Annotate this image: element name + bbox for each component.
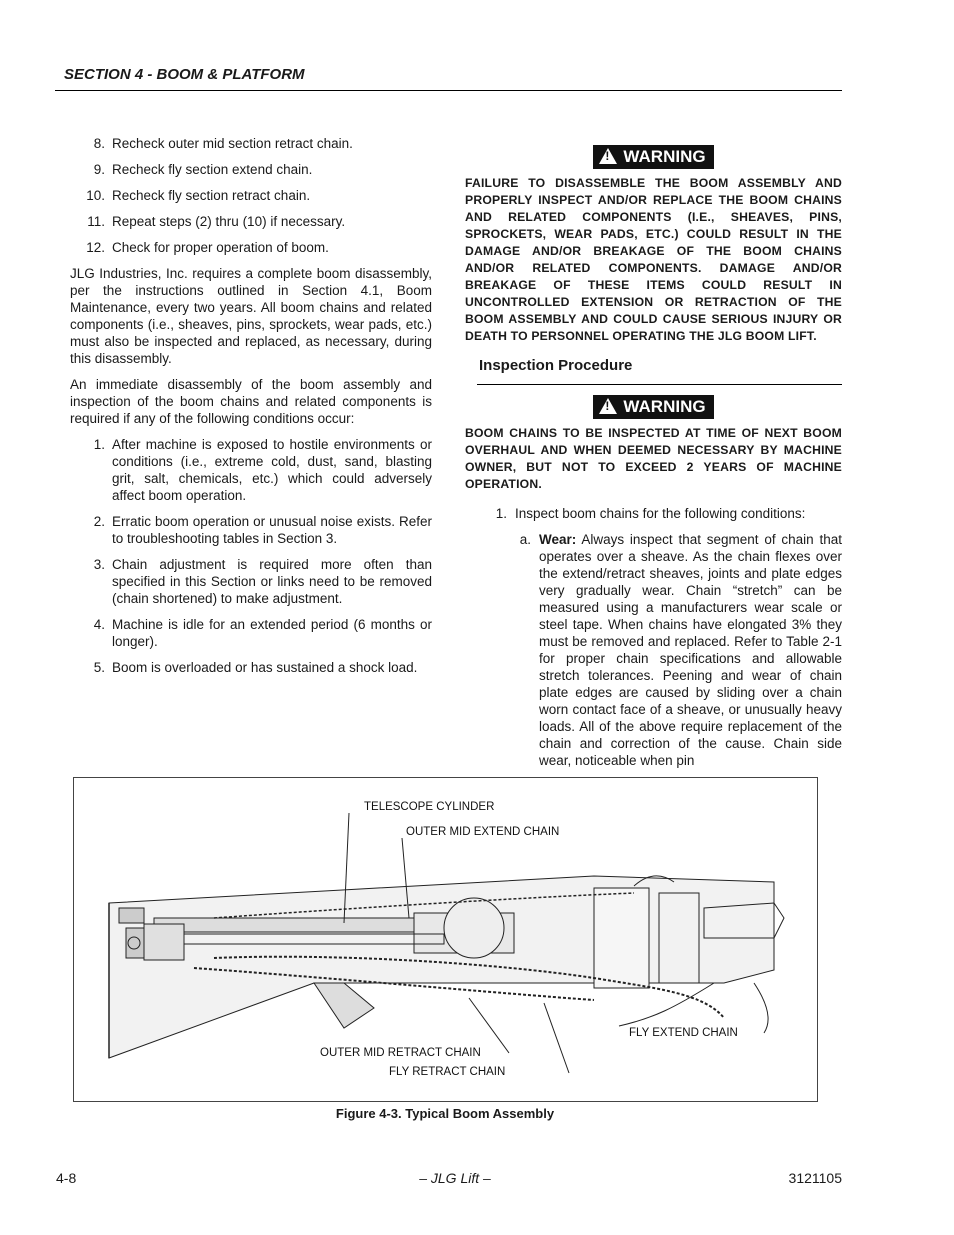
item-number: 12. xyxy=(86,240,105,255)
page-number: 4-8 xyxy=(56,1170,77,1186)
item-number: 5. xyxy=(93,660,105,675)
label-telescope-cylinder: TELESCOPE CYLINDER xyxy=(364,801,495,813)
item-text: Erratic boom operation or unusual noise exists. Refer to troubleshooting tables in Section 3. xyxy=(112,514,432,546)
left-column xyxy=(70,135,432,685)
label-outer-mid-retract-chain: OUTER MID RETRACT CHAIN xyxy=(320,1047,481,1059)
step-a-term: Wear: xyxy=(539,532,577,547)
header-rule xyxy=(55,90,842,91)
list-item xyxy=(70,556,432,607)
item-number: 10. xyxy=(86,188,105,203)
item-text: Boom is overloaded or has sustained a shock load. xyxy=(112,660,418,675)
list-item xyxy=(70,187,432,204)
item-text: Chain adjustment is required more often than specified in this Section or links need to be removed (chain shortened) to make adjustment. xyxy=(112,557,432,606)
conditions-list xyxy=(70,436,432,676)
inspection-step-a xyxy=(465,531,842,769)
warning-label: WARNING xyxy=(623,147,706,166)
list-item xyxy=(70,161,432,178)
item-number: 11. xyxy=(87,214,105,229)
item-text: Repeat steps (2) thru (10) if necessary. xyxy=(112,214,346,229)
paragraph-disassembly-requirement: JLG Industries, Inc. requires a complete boom disassembly, per the instructions outlined in Section 4.1, Boom Maintenance, every two years. All boom chains and related components (i.e., sheaves, pins, sprockets, wear pads, etc.) must also be inspected and replaced, as necessary, during this disassembly. xyxy=(70,266,432,366)
subheading-rule xyxy=(477,384,842,385)
item-number: 1. xyxy=(93,437,105,452)
item-text: Recheck fly section retract chain. xyxy=(112,188,311,203)
label-fly-extend-chain: FLY EXTEND CHAIN xyxy=(629,1027,738,1039)
step-a-body: Always inspect that segment of chain that operates over a sheave. As the chain flexes over the extend/retract sheaves, joints and plate edges very gradually wear. Chain “stretch” can be measured using a manufacturers wear scale or steel tape. When chains have elongated 3% they must be removed and replaced. Refer to Table 2-1 for proper chain specifications and allowable stretch tolerances. Peening and wear of chain plate edges are caused by sliding over a chain worn contact face of a sheave, or unusually heavy loads. All of the above require replacement of the chain and correction of the cause. Chain side wear, noticeable when pin xyxy=(539,532,842,768)
item-text: After machine is exposed to hostile environments or conditions (i.e., extreme cold, dust, sand, blasting grit, salt, chemicals, etc.) which could adversely affect boom operation. xyxy=(112,437,432,503)
warning-banner-2 xyxy=(465,395,842,419)
item-number: 9. xyxy=(93,162,105,177)
item-number: 2. xyxy=(93,514,105,529)
document-number: 3121105 xyxy=(788,1170,842,1186)
boom-assembly-figure xyxy=(73,777,818,1102)
warning-badge xyxy=(593,145,713,169)
list-item xyxy=(70,436,432,504)
list-item xyxy=(70,213,432,230)
step-text: Inspect boom chains for the following conditions: xyxy=(515,506,806,521)
warning-badge xyxy=(593,395,713,419)
list-item xyxy=(70,135,432,152)
section-title: SECTION 4 - BOOM & PLATFORM xyxy=(64,66,305,83)
right-column xyxy=(465,145,842,769)
section-subheading: Inspection Procedure xyxy=(479,357,633,374)
label-outer-mid-extend-chain: OUTER MID EXTEND CHAIN xyxy=(406,826,560,838)
warning-triangle-icon xyxy=(599,148,617,164)
item-text: Recheck fly section extend chain. xyxy=(112,162,313,177)
item-text: Check for proper operation of boom. xyxy=(112,240,329,255)
list-item xyxy=(70,616,432,650)
warning-label: WARNING xyxy=(623,397,706,416)
step-a-text xyxy=(539,531,842,769)
warning-text-2: BOOM CHAINS TO BE INSPECTED AT TIME OF NEXT BOOM OVERHAUL AND WHEN DEEMED NECESSARY BY MACHINE OWNER, BUT NOT TO EXCEED 2 YEARS OF MACHINE OPERATION. xyxy=(465,426,842,491)
warning-banner-1 xyxy=(465,145,842,169)
step-number: 1. xyxy=(495,506,507,521)
list-item xyxy=(70,659,432,676)
item-text: Recheck outer mid section retract chain. xyxy=(112,136,353,151)
figure-caption: Figure 4-3. Typical Boom Assembly xyxy=(335,1106,555,1121)
item-text: Machine is idle for an extended period (6 months or longer). xyxy=(112,617,432,649)
steps-top-list xyxy=(70,135,432,256)
step-letter: a. xyxy=(519,532,531,547)
list-item xyxy=(70,513,432,547)
inspection-step-1 xyxy=(465,505,842,522)
footer-brand: – JLG Lift – xyxy=(419,1170,491,1186)
item-number: 8. xyxy=(93,136,105,151)
warning-triangle-icon xyxy=(599,398,617,414)
warning-text-1: FAILURE TO DISASSEMBLE THE BOOM ASSEMBLY AND PROPERLY INSPECT AND/OR REPLACE THE BOOM CHAINS AND RELATED COMPONENTS (I.E., SHEAVES, PINS, SPROCKETS, WEAR PADS, ETC.) COULD RESULT IN THE DAMAGE AND/OR BREAKAGE OF THE BOOM CHAINS AND/OR RELATED COMPONENTS. DAMAGE AND/OR BREAKAGE OF THESE ITEMS COULD RESULT IN UNCONTROLLED EXTENSION OR RETRACTION OF THE BOOM ASSEMBLY AND COULD CAUSE SERIOUS INJURY OR DEATH TO PERSONNEL OPERATING THE JLG BOOM LIFT. xyxy=(465,176,842,343)
item-number: 3. xyxy=(93,557,105,572)
label-fly-retract-chain: FLY RETRACT CHAIN xyxy=(389,1066,506,1078)
item-number: 4. xyxy=(93,617,105,632)
boom-assembly-drawing xyxy=(74,778,817,1101)
list-item xyxy=(70,239,432,256)
paragraph-immediate-disassembly: An immediate disassembly of the boom assembly and inspection of the boom chains and related components is required if any of the following conditions occur: xyxy=(70,377,432,426)
